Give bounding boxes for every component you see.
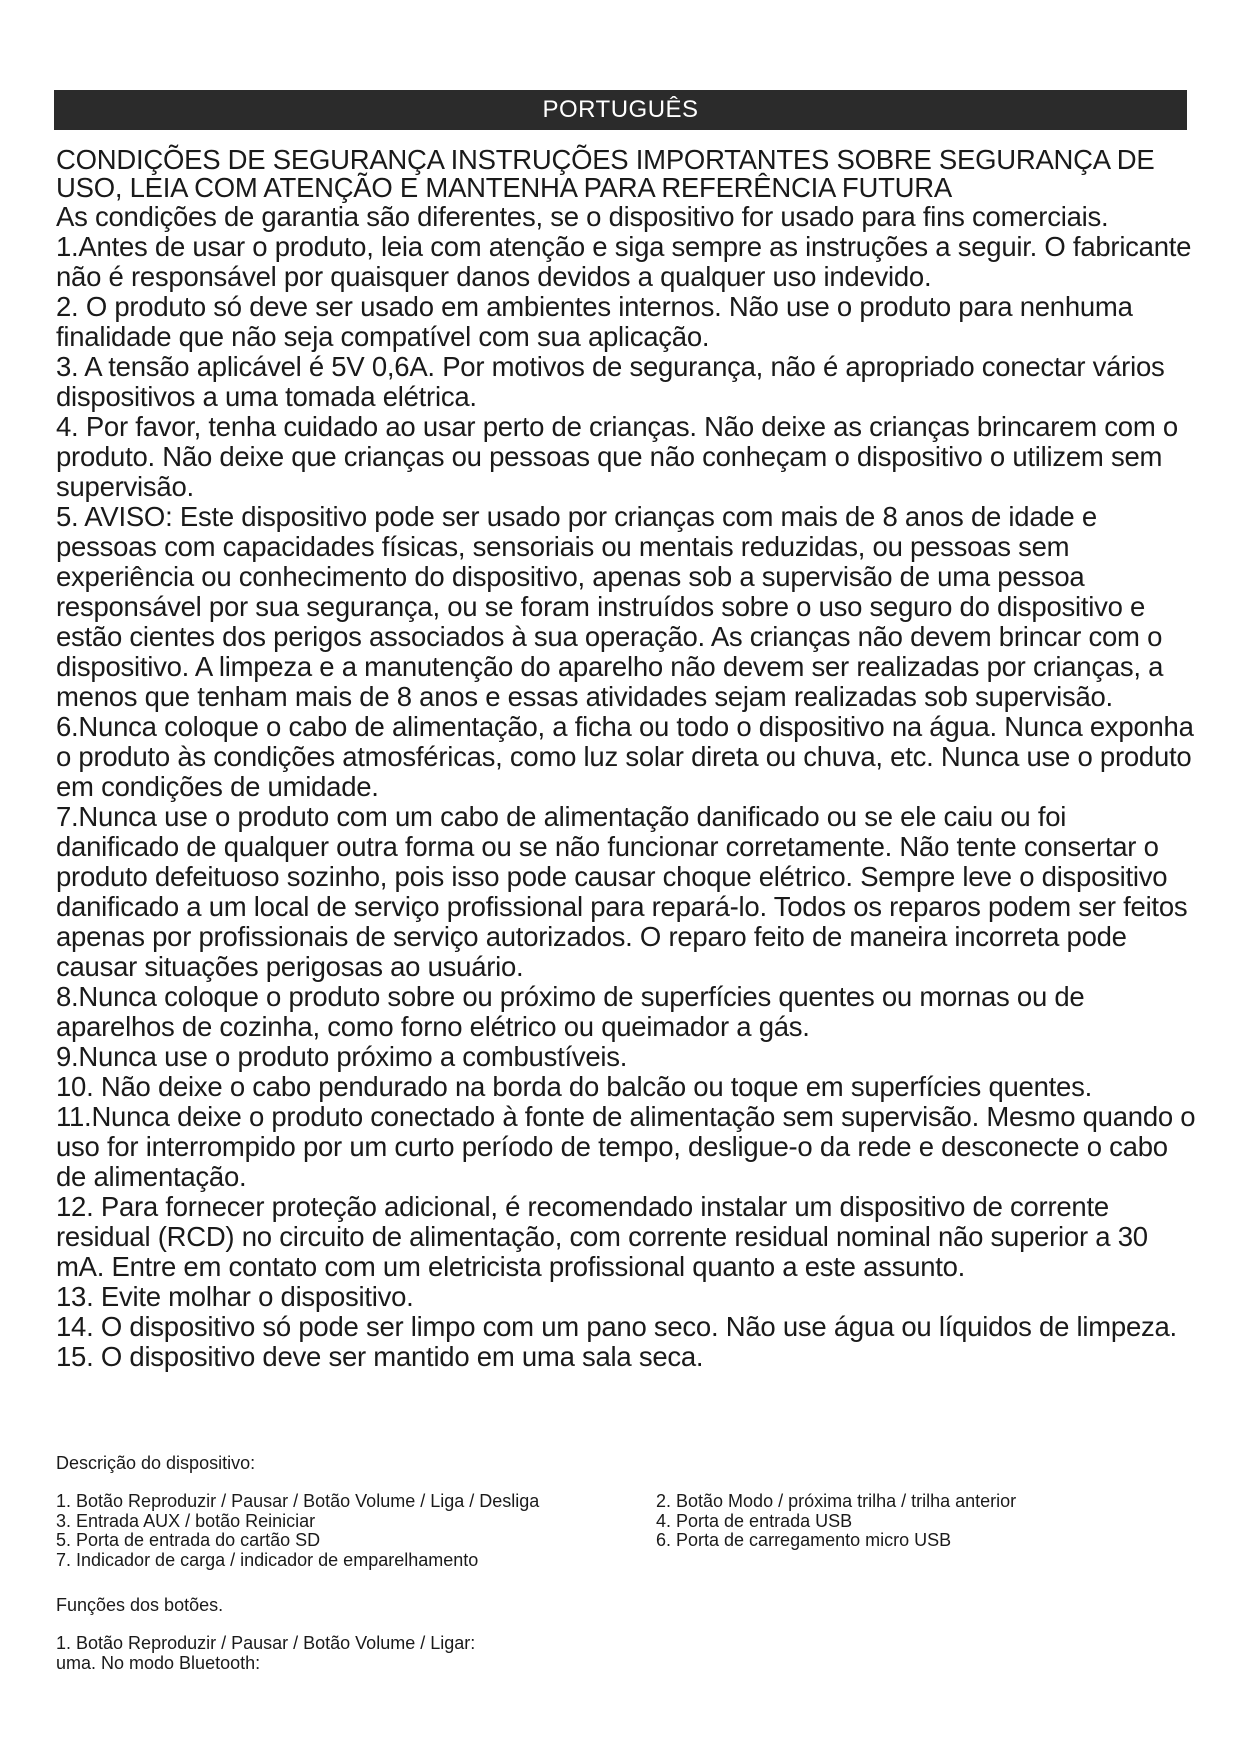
safety-item-2: 2. O produto só deve ser usado em ambientes internos. Não use o produto para nenhuma finalidade que não seja compatível com sua aplicação. [56,291,1133,352]
device-section [56,1452,1186,1673]
part-item-6: 6. Porta de carregamento micro USB [656,1530,952,1550]
safety-item-9: 9.Nunca use o produto próximo a combustíveis. [56,1041,628,1072]
warranty-intro: As condições de garantia são diferentes, se o dispositivo for usado para fins comerciais. [56,201,1109,232]
safety-item-7: 7.Nunca use o produto com um cabo de alimentação danificado ou se ele caiu ou foi danificado de qualquer outra forma ou se não funcionar corretamente. Não tente consertar o produto defeituoso sozinho, pois isso pode causar choque elétrico. Sempre leve o dispositivo danificado a um local de serviço profissional para repará-lo. Todos os reparos podem ser feitos apenas por profissionais de serviço autorizados. O reparo feito de maneira incorreta pode causar situações perigosas ao usuário. [56,801,1188,982]
safety-heading: CONDIÇÕES DE SEGURANÇA INSTRUÇÕES IMPORTANTES SOBRE SEGURANÇA DE USO, LEIA COM ATENÇÃO E MANTENHA PARA REFERÊNCIA FUTURA [56,144,1155,203]
part-item-2: 2. Botão Modo / próxima trilha / trilha anterior [656,1491,1017,1511]
part-item-4: 4. Porta de entrada USB [656,1510,853,1531]
part-item-3: 3. Entrada AUX / botão Reiniciar [56,1510,316,1531]
safety-item-15: 15. O dispositivo deve ser mantido em uma sala seca. [56,1341,704,1372]
safety-item-12: 12. Para fornecer proteção adicional, é recomendado instalar um dispositivo de corrente residual (RCD) no circuito de alimentação, com corrente residual nominal não superior a 30 mA. Entre em contato com um eletricista profissional quanto a este assunto. [56,1191,1148,1282]
device-parts-left [56,1492,656,1570]
safety-item-4: 4. Por favor, tenha cuidado ao usar perto de crianças. Não deixe as crianças brincarem com o produto. Não deixe que crianças ou pessoas que não conheçam o dispositivo o utilizem sem supervisão. [56,411,1178,502]
safety-section [56,146,1196,1372]
safety-item-10: 10. Não deixe o cabo pendurado na borda do balcão ou toque em superfícies quentes. [56,1071,1092,1102]
safety-item-14: 14. O dispositivo só pode ser limpo com um pano seco. Não use água ou líquidos de limpeza. [56,1311,1177,1342]
part-item-7: 7. Indicador de carga / indicador de emparelhamento [56,1549,479,1570]
device-parts-list [56,1492,1186,1570]
function-line-1: 1. Botão Reproduzir / Pausar / Botão Volume / Ligar: [56,1633,476,1653]
safety-item-3: 3. A tensão aplicável é 5V 0,6A. Por motivos de segurança, não é apropriado conectar vários dispositivos a uma tomada elétrica. [56,351,1165,412]
safety-item-6: 6.Nunca coloque o cabo de alimentação, a ficha ou todo o dispositivo na água. Nunca exponha o produto às condições atmosféricas, como luz solar direta ou chuva, etc. Nunca use o produto em condições de umidade. [56,711,1194,802]
button-functions-title: Funções dos botões. [56,1595,224,1615]
language-header: PORTUGUÊS [54,90,1187,130]
device-description-title: Descrição do dispositivo: [56,1453,256,1473]
part-item-1: 1. Botão Reproduzir / Pausar / Botão Volume / Liga / Desliga [56,1491,540,1511]
function-line-2: uma. No modo Bluetooth: [56,1652,261,1673]
safety-item-8: 8.Nunca coloque o produto sobre ou próximo de superfícies quentes ou mornas ou de aparelhos de cozinha, como forno elétrico ou queimador a gás. [56,981,1085,1042]
safety-item-13: 13. Evite molhar o dispositivo. [56,1281,414,1312]
button-functions-list [56,1634,1186,1673]
safety-item-5: 5. AVISO: Este dispositivo pode ser usado por crianças com mais de 8 anos de idade e pessoas com capacidades físicas, sensoriais ou mentais reduzidas, ou pessoas sem experiência ou conhecimento do dispositivo, apenas sob a supervisão de uma pessoa responsável por sua segurança, ou se foram instruídos sobre o uso seguro do dispositivo e estão cientes dos perigos associados à sua operação. As crianças não devem brincar com o dispositivo. A limpeza e a manutenção do aparelho não devem ser realizadas por crianças, a menos que tenham mais de 8 anos e essas atividades sejam realizadas sob supervisão. [56,501,1164,712]
safety-item-11: 11.Nunca deixe o produto conectado à fonte de alimentação sem supervisão. Mesmo quando o uso for interrompido por um curto período de tempo, desligue-o da rede e desconecte o cabo de alimentação. [56,1101,1196,1192]
safety-item-1: 1.Antes de usar o produto, leia com atenção e siga sempre as instruções a seguir. O fabricante não é responsável por quaisquer danos devidos a qualquer uso indevido. [56,231,1192,292]
part-item-5: 5. Porta de entrada do cartão SD [56,1530,321,1550]
device-parts-right [656,1492,1186,1570]
